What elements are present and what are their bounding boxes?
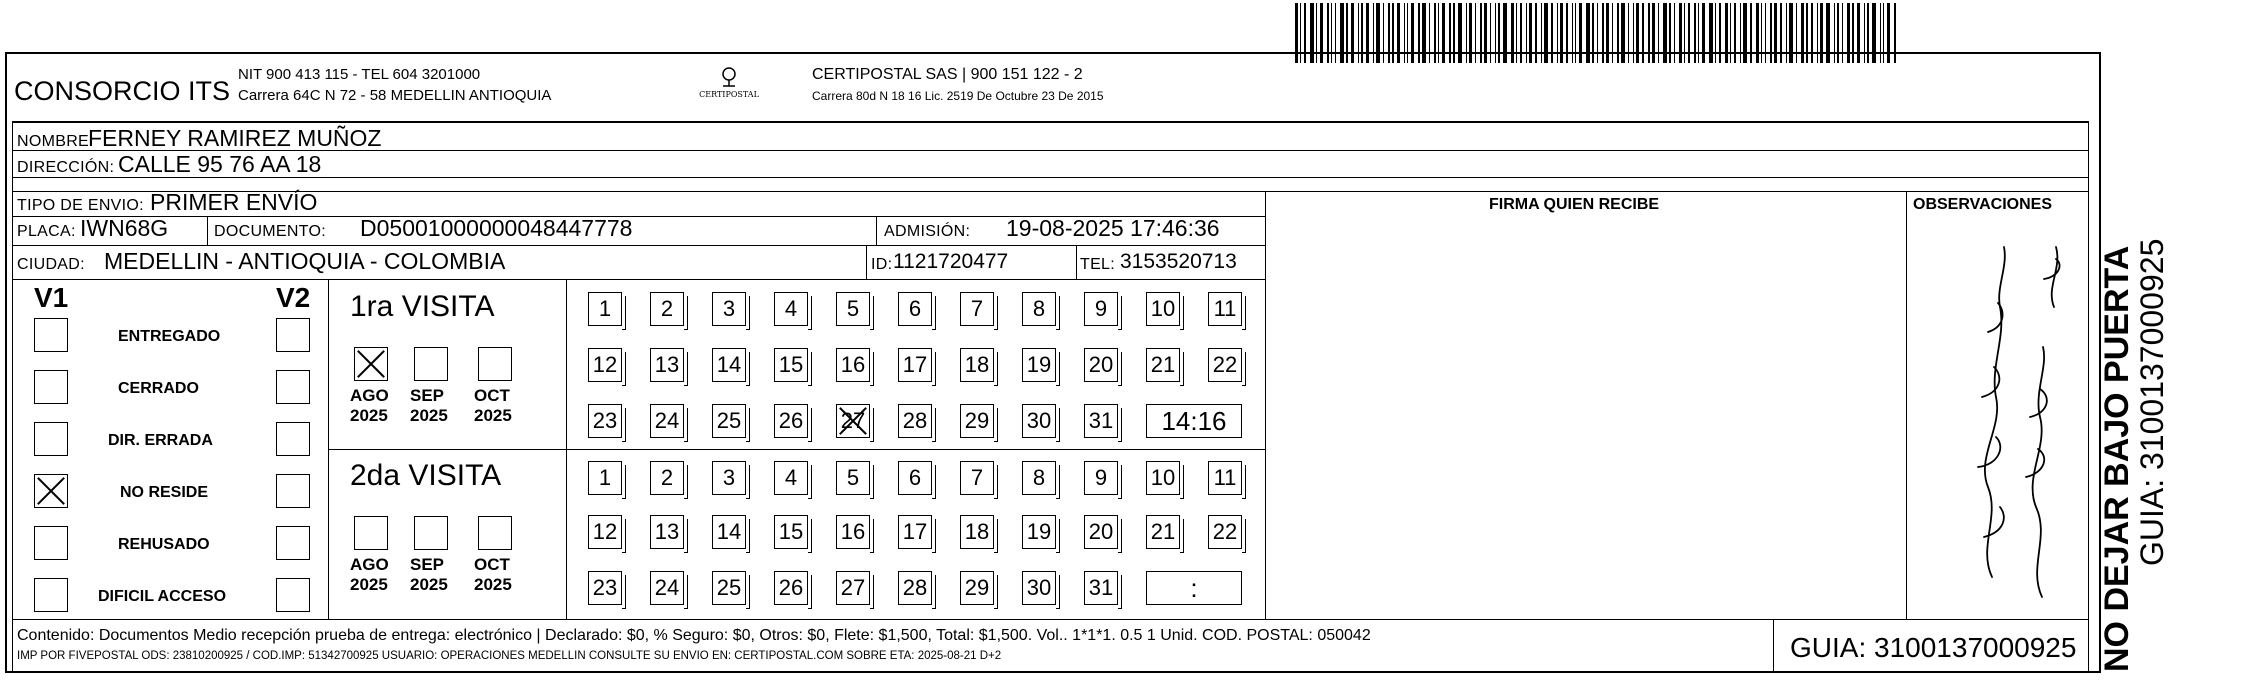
documento-label: DOCUMENTO:: [214, 223, 327, 240]
day-box[interactable]: 17: [898, 515, 932, 549]
direccion-label: DIRECCIÓN:: [17, 159, 115, 176]
v2-checkbox[interactable]: [276, 370, 310, 404]
tel-value: 3153520713: [1120, 250, 1237, 273]
day-box[interactable]: 10: [1146, 292, 1180, 326]
svg-text:CERTIPOSTAL: CERTIPOSTAL: [699, 90, 759, 99]
day-box[interactable]: 20: [1084, 515, 1118, 549]
day-box[interactable]: 13: [650, 348, 684, 382]
day-box[interactable]: 18: [960, 515, 994, 549]
day-box[interactable]: 25: [712, 571, 746, 605]
tipo-label: TIPO DE ENVIO:: [17, 197, 144, 214]
id-value: 1121720477: [893, 250, 1009, 273]
v1-checkbox[interactable]: [34, 370, 68, 404]
ciudad-value: MEDELLIN - ANTIOQUIA - COLOMBIA: [104, 248, 506, 274]
day-box[interactable]: 28: [898, 571, 932, 605]
placa-label: PLACA:: [17, 223, 76, 240]
v1-header: V1: [34, 282, 69, 313]
v2-checkbox[interactable]: [276, 318, 310, 352]
month-year: 2025: [474, 575, 512, 594]
certipostal-logo: [699, 64, 759, 104]
day-box[interactable]: 23: [588, 404, 622, 438]
admision-value: 19-08-2025 17:46:36: [1006, 215, 1220, 241]
v1-checkbox[interactable]: [34, 474, 68, 508]
month-label: OCT: [474, 386, 510, 405]
v1-checkbox[interactable]: [34, 318, 68, 352]
ciudad-label: CIUDAD:: [17, 256, 85, 273]
x-mark-icon: [35, 475, 67, 507]
day-box[interactable]: 2: [650, 461, 684, 495]
v2-checkbox[interactable]: [276, 422, 310, 456]
status-label: DIR. ERRADA: [108, 432, 213, 449]
month-checkbox[interactable]: [354, 347, 388, 381]
month-label: OCT: [474, 555, 510, 574]
nombre-value: FERNEY RAMIREZ MUÑOZ: [88, 125, 382, 151]
day-box[interactable]: 30: [1022, 404, 1056, 438]
month-year: 2025: [410, 575, 448, 594]
day-box[interactable]: 16: [836, 348, 870, 382]
admision-label: ADMISIÓN:: [884, 223, 971, 240]
status-label: DIFICIL ACCESO: [98, 588, 227, 605]
day-box[interactable]: 10: [1146, 461, 1180, 495]
month-checkbox[interactable]: [478, 516, 512, 550]
observaciones-header: OBSERVACIONES: [1913, 196, 2052, 213]
month-checkbox[interactable]: [478, 347, 512, 381]
time-box[interactable]: 14:16: [1146, 404, 1242, 438]
day-box[interactable]: 31: [1084, 404, 1118, 438]
nombre-label: NOMBRE:: [17, 133, 94, 150]
day-box[interactable]: 19: [1022, 348, 1056, 382]
side-guia: GUIA: 3100137000925: [2134, 238, 2170, 566]
day-box[interactable]: 29: [960, 404, 994, 438]
day-box[interactable]: 8: [1022, 461, 1056, 495]
day-box[interactable]: 2: [650, 292, 684, 326]
sender-name: CONSORCIO ITS: [14, 76, 231, 106]
day-box[interactable]: 20: [1084, 348, 1118, 382]
day-box[interactable]: 27: [836, 571, 870, 605]
month-checkbox[interactable]: [354, 516, 388, 550]
month-label: AGO: [350, 386, 389, 405]
month-year: 2025: [474, 406, 512, 425]
tipo-value: PRIMER ENVÍO: [150, 189, 318, 215]
day-box[interactable]: 27: [836, 404, 870, 438]
day-box[interactable]: 12: [588, 515, 622, 549]
day-box[interactable]: 4: [774, 292, 808, 326]
day-box[interactable]: 6: [898, 461, 932, 495]
status-label: REHUSADO: [118, 536, 210, 553]
day-box[interactable]: 31: [1084, 571, 1118, 605]
day-box[interactable]: 24: [650, 404, 684, 438]
status-label: ENTREGADO: [118, 328, 221, 345]
status-label: CERRADO: [118, 380, 199, 397]
month-checkbox[interactable]: [414, 347, 448, 381]
day-box[interactable]: 9: [1084, 292, 1118, 326]
day-box[interactable]: 21: [1146, 348, 1180, 382]
day-box[interactable]: 8: [1022, 292, 1056, 326]
side-warning: NO DEJAR BAJO PUERTA: [2098, 245, 2136, 672]
placa-value: IWN68G: [80, 215, 169, 241]
month-year: 2025: [350, 406, 388, 425]
day-box[interactable]: 3: [712, 461, 746, 495]
v2-checkbox[interactable]: [276, 474, 310, 508]
day-box[interactable]: 22: [1208, 348, 1242, 382]
carrier-name: CERTIPOSTAL SAS | 900 151 122 - 2: [812, 66, 1083, 83]
day-box[interactable]: 16: [836, 515, 870, 549]
month-year: 2025: [410, 406, 448, 425]
sender-nit: NIT 900 413 115 - TEL 604 3201000: [238, 66, 481, 83]
month-label: AGO: [350, 555, 389, 574]
day-box[interactable]: 29: [960, 571, 994, 605]
day-box[interactable]: 5: [836, 292, 870, 326]
day-box[interactable]: 30: [1022, 571, 1056, 605]
month-checkbox[interactable]: [414, 516, 448, 550]
signature-area[interactable]: [1267, 217, 1905, 617]
day-box[interactable]: 24: [650, 571, 684, 605]
x-mark-icon: [837, 405, 869, 437]
day-box[interactable]: 11: [1208, 292, 1242, 326]
day-box[interactable]: 7: [960, 292, 994, 326]
v1-checkbox[interactable]: [34, 526, 68, 560]
sender-address: Carrera 64C N 72 - 58 MEDELLIN ANTIOQUIA: [238, 87, 552, 104]
day-box[interactable]: 7: [960, 461, 994, 495]
day-box[interactable]: 3: [712, 292, 746, 326]
observaciones-area[interactable]: [1908, 217, 2086, 617]
day-box[interactable]: 15: [774, 515, 808, 549]
day-box[interactable]: 15: [774, 348, 808, 382]
v2-header: V2: [276, 282, 311, 313]
day-box[interactable]: 12: [588, 348, 622, 382]
visit1-title: 1ra VISITA: [350, 290, 495, 323]
direccion-value: CALLE 95 76 AA 18: [118, 151, 322, 177]
day-box[interactable]: 9: [1084, 461, 1118, 495]
footer-guia: GUIA: 3100137000925: [1790, 632, 2077, 663]
time-box[interactable]: :: [1146, 571, 1242, 605]
v2-checkbox[interactable]: [276, 526, 310, 560]
day-box[interactable]: 1: [588, 292, 622, 326]
day-box[interactable]: 22: [1208, 515, 1242, 549]
month-label: SEP: [410, 555, 445, 574]
month-label: SEP: [410, 386, 445, 405]
day-box[interactable]: 26: [774, 404, 808, 438]
day-box[interactable]: 23: [588, 571, 622, 605]
day-box[interactable]: 5: [836, 461, 870, 495]
day-box[interactable]: 6: [898, 292, 932, 326]
day-box[interactable]: 17: [898, 348, 932, 382]
handwritten-note: [1908, 217, 2086, 617]
v2-checkbox[interactable]: [276, 578, 310, 612]
v1-checkbox[interactable]: [34, 578, 68, 612]
day-box[interactable]: 19: [1022, 515, 1056, 549]
footer-print-info: IMP POR FIVEPOSTAL ODS: 23810200925 / COD.IMP: 51342700925 USUARIO: OPERACIONES MEDELLIN CONSULTE SU ENVIO EN: CERTIPOSTAL.COM SOBRE ETA: 2025-08-21 D+2: [17, 650, 1002, 662]
day-box[interactable]: 11: [1208, 461, 1242, 495]
carrier-license: Carrera 80d N 18 16 Lic. 2519 De Octubre 23 De 2015: [812, 89, 1104, 103]
day-box[interactable]: 26: [774, 571, 808, 605]
v1-checkbox[interactable]: [34, 422, 68, 456]
day-box[interactable]: 18: [960, 348, 994, 382]
day-box[interactable]: 28: [898, 404, 932, 438]
day-box[interactable]: 25: [712, 404, 746, 438]
day-box[interactable]: 21: [1146, 515, 1180, 549]
day-box[interactable]: 13: [650, 515, 684, 549]
firma-header: FIRMA QUIEN RECIBE: [1489, 196, 1660, 213]
x-mark-icon: [355, 348, 387, 380]
day-box[interactable]: 1: [588, 461, 622, 495]
tel-label: TEL:: [1080, 256, 1115, 273]
day-box[interactable]: 14: [712, 515, 746, 549]
status-label: NO RESIDE: [120, 484, 209, 501]
footer-content: Contenido: Documentos Medio recepción prueba de entrega: electrónico | Declarado: $0, % Seguro: $0, Otros: $0, Flete: $1,500, Total: $1,500. Vol.. 1*1*1. 0.5 1 Unid. COD. POSTAL: 050042: [17, 627, 1371, 644]
day-box[interactable]: 14: [712, 348, 746, 382]
documento-value: D05001000000048447778: [360, 215, 633, 241]
visit2-title: 2da VISITA: [350, 459, 502, 492]
month-year: 2025: [350, 575, 388, 594]
day-box[interactable]: 4: [774, 461, 808, 495]
id-label: ID:: [871, 256, 893, 273]
